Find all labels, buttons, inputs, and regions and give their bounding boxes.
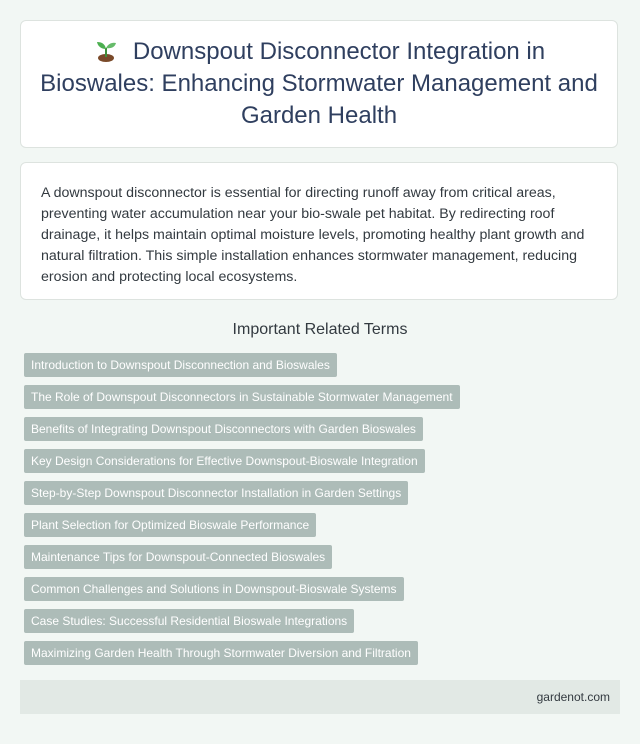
related-term-tag[interactable]: Maximizing Garden Health Through Stormwater Diversion and Filtration [24,641,418,665]
related-term-tag[interactable]: Step-by-Step Downspout Disconnector Installation in Garden Settings [24,481,408,505]
page-title [37,36,601,132]
related-term-tag[interactable]: Plant Selection for Optimized Bioswale Performance [24,513,316,537]
related-term-tag[interactable]: Maintenance Tips for Downspout-Connected Bioswales [24,545,332,569]
page-title-text: Downspout Disconnector Integration in Bioswales: Enhancing Stormwater Management and Garden Health [40,38,598,129]
description-card [20,162,618,300]
related-term-tag[interactable]: Common Challenges and Solutions in Downspout-Bioswale Systems [24,577,404,601]
related-terms-heading: Important Related Terms [232,321,408,338]
description-text: A downspout disconnector is essential for directing runoff away from critical areas, preventing water accumulation near your bio-swale pet habitat. By redirecting roof drainage, it helps maintain optimal moisture levels, promoting healthy plant growth and natural filtration. This simple installation enhances stormwater management, reducing erosion and protecting local ecosystems. [41,185,585,285]
related-term-tag[interactable]: The Role of Downspout Disconnectors in Sustainable Stormwater Management [24,385,460,409]
sprout-icon [93,36,119,62]
related-term-tag[interactable]: Introduction to Downspout Disconnection and Bioswales [24,353,337,377]
related-term-tag[interactable]: Benefits of Integrating Downspout Disconnectors with Garden Bioswales [24,417,423,441]
related-terms-list [24,353,624,673]
related-term-tag[interactable]: Key Design Considerations for Effective Downspout-Bioswale Integration [24,449,425,473]
footer-site-link[interactable]: gardenot.com [536,690,610,704]
title-card [20,20,618,148]
related-term-tag[interactable]: Case Studies: Successful Residential Bioswale Integrations [24,609,354,633]
footer [20,680,620,714]
